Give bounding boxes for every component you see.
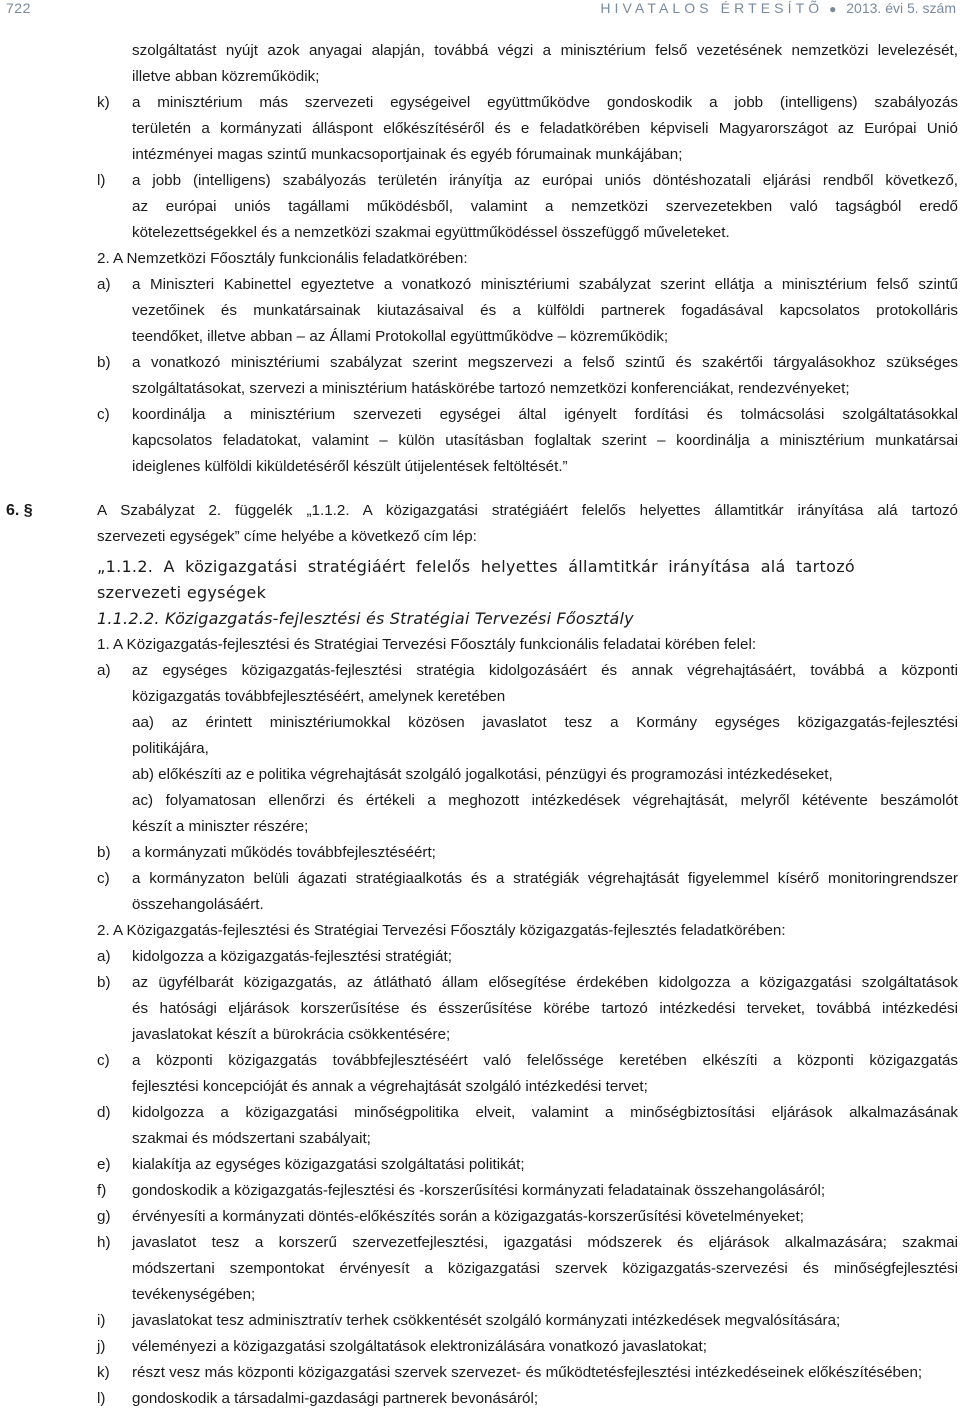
sub-item-line: aa) az érintett minisztériumokkal közösen javaslatot tesz a Kormány egységes közigazgatás-fejlesztési xyxy=(132,714,958,731)
list-item-line: kidolgozza a közigazgatás-fejlesztési stratégiát; xyxy=(132,948,452,965)
item-label: g) xyxy=(97,1208,111,1225)
item-label: f) xyxy=(97,1182,107,1199)
list-item-line: kialakítja az egységes közigazgatási szolgáltatási politikát; xyxy=(132,1156,525,1173)
point-heading: 1. A Közigazgatás-fejlesztési és Stratégiai Tervezési Főosztály funkcionális feladatai körében felel: xyxy=(97,636,757,653)
item-label: l) xyxy=(97,1390,106,1407)
point-heading: 2. A Közigazgatás-fejlesztési és Stratégiai Tervezési Főosztály közigazgatás-fejlesztés feladatkörében: xyxy=(97,922,786,939)
item-label: b) xyxy=(97,974,111,991)
item-label: a) xyxy=(97,948,111,965)
point-heading: 2. A Nemzetközi Főosztály funkcionális feladatkörében: xyxy=(97,250,468,267)
list-item-line: kidolgozza a közigazgatási minőségpolitika elveit, valamint a minőségbiztosítási eljárások alkalmazásának xyxy=(132,1104,958,1121)
list-item-line: javaslatokat készít a bürokrácia csökkentésére; xyxy=(132,1026,451,1043)
list-item-line: véleményezi a közigazgatási szolgáltatások elektronizálására vonatkozó javaslatokat; xyxy=(132,1338,707,1355)
chapter-heading: „1.1.2. A közigazgatási stratégiáért felelős helyettes államtitkár irányítása alá tartozó xyxy=(97,557,855,576)
item-label: a) xyxy=(97,276,111,293)
list-item-line: az európai uniós tagállami működésből, valamint a nemzetközi szervezetekben való tagságból eredő xyxy=(132,198,958,215)
item-label: b) xyxy=(97,354,111,371)
list-item-line: és hatósági eljárások korszerűsítése és ésszerűsítése körébe tartozó intézkedési terveket, továbbá intézkedési xyxy=(132,1000,958,1017)
list-item-line: közigazgatás továbbfejlesztéséért, amelynek keretében xyxy=(132,688,506,705)
list-item-line: területén a kormányzati álláspont előkészítéséről és e feladatkörében képviseli Magyarországot az Európai Unió xyxy=(132,120,958,137)
item-label: c) xyxy=(97,870,110,887)
list-item-line: javaslatokat tesz adminisztratív terhek csökkentését szolgáló kormányzati intézkedések megvalósítására; xyxy=(132,1312,841,1329)
list-item-line: a vonatkozó minisztériumi szabályzat szerint megszervezi a felső szintű és szakértői tárgyalásokhoz szükséges xyxy=(132,354,958,371)
paragraph-line: szolgáltatást nyújt azok anyagai alapján, továbbá végzi a minisztérium felső vezetésének nemzetközi levelezését, xyxy=(132,42,958,59)
item-label: l) xyxy=(97,172,106,189)
sub-item-line: készít a miniszter részére; xyxy=(132,818,309,835)
list-item-line: gondoskodik a társadalmi-gazdasági partnerek bevonásáról; xyxy=(132,1390,539,1407)
page-number: 722 xyxy=(6,0,31,16)
list-item-line: intézményei magas szintű munkacsoportjainak és egyéb fórumainak munkájában; xyxy=(132,146,683,163)
list-item-line: szolgáltatásokat, szervezi a minisztérium hatáskörébe tartozó nemzetközi konferenciákat, rendezvényeket; xyxy=(132,380,850,397)
list-item-line: módszertani szempontokat érvényesít a közigazgatási szervek közigazgatás-szervezési és minőségfejlesztési xyxy=(132,1260,958,1277)
list-item-line: teendőket, illetve abban – az Állami Protokollal együttműködve – közreműködik; xyxy=(132,328,669,345)
item-label: k) xyxy=(97,94,110,111)
item-label: c) xyxy=(97,1052,110,1069)
list-item-line: a kormányzati működés továbbfejlesztéséért; xyxy=(132,844,436,861)
sub-item-line: ab) előkészíti az e politika végrehajtását szolgáló jogalkotási, pénzügyi és programozási intézkedéseket, xyxy=(132,766,833,783)
list-item-line: összehangolásáért. xyxy=(132,896,264,913)
item-label: i) xyxy=(97,1312,106,1329)
list-item-line: gondoskodik a közigazgatás-fejlesztési és -korszerűsítési kormányzati feladatainak összehangolásáról; xyxy=(132,1182,826,1199)
list-item-line: tevékenységében; xyxy=(132,1286,256,1303)
item-label: d) xyxy=(97,1104,111,1121)
list-item-line: vezetőinek és munkatársainak kiutazásaival és a külföldi partnerek fogadásával kapcsolatos protokolláris xyxy=(132,302,958,319)
list-item-line: a jobb (intelligens) szabályozás területén irányítja az európai uniós döntéshozatali eljárási rendből következő, xyxy=(132,172,958,189)
list-item-line: az egységes közigazgatás-fejlesztési stratégia kidolgozásáért és annak végrehajtásáért, továbbá a központi xyxy=(132,662,958,679)
list-item-line: az ügyfélbarát közigazgatás, az átlátható állam elősegítése érdekében kidolgozza a közigazgatási szolgáltatások xyxy=(132,974,958,991)
list-item-line: a Miniszteri Kabinettel egyeztetve a vonatkozó minisztériumi szabályzat szerint ellátja a minisztérium felső szintű xyxy=(132,276,958,293)
list-item-line: részt vesz más központi közigazgatási szervek szervezet- és működtetésfejlesztési intézkedéseinek előkészítésében; xyxy=(132,1364,923,1381)
sub-item-line: ac) folyamatosan ellenőrzi és értékeli a meghozott intézkedések végrehajtását, melyről kétévente beszámolót xyxy=(132,792,958,809)
item-label: a) xyxy=(97,662,111,679)
section-number: 6. § xyxy=(6,502,33,519)
separator-dot: ● xyxy=(829,2,837,16)
list-item-line: koordinálja a minisztérium szervezeti egységei által igényelt fordítási és tolmácsolási szolgáltatásokkal xyxy=(132,406,958,423)
chapter-heading: szervezeti egységek xyxy=(97,583,267,602)
page-header xyxy=(0,0,960,32)
list-item-line: kötelezettségekkel és a nemzetközi szakmai együttműködéssel összefüggő műveleteket. xyxy=(132,224,730,241)
amendment-line: szervezeti egységek” címe helyébe a következő cím lép: xyxy=(97,528,477,545)
issue-label: 2013. évi 5. szám xyxy=(846,0,956,16)
item-label: j) xyxy=(97,1338,106,1355)
paragraph-line: illetve abban közreműködik; xyxy=(132,68,320,85)
list-item-line: a kormányzaton belüli ágazati stratégiaalkotás és a stratégiák végrehajtását figyelemmel kísérő monitoringrendszer xyxy=(132,870,958,887)
item-label: e) xyxy=(97,1156,111,1173)
item-label: c) xyxy=(97,406,110,423)
list-item-line: fejlesztési koncepcióját és annak a végrehajtását szolgáló intézkedési tervet; xyxy=(132,1078,648,1095)
list-item-line: érvényesíti a kormányzati döntés-előkészítés során a közigazgatás-korszerűsítési követelményeket; xyxy=(132,1208,804,1225)
list-item-line: a központi közigazgatás továbbfejlesztéséért való felelőssége keretében elkészíti a központi közigazgatás xyxy=(132,1052,958,1069)
list-item-line: a minisztérium más szervezeti egységeivel együttműködve gondoskodik a jobb (intelligens) szabályozás xyxy=(132,94,958,111)
department-heading: 1.1.2.2. Közigazgatás-fejlesztési és Stratégiai Tervezési Főosztály xyxy=(97,609,634,628)
list-item-line: kapcsolatos feladatokat, valamint – külön utasításban foglaltak szerint – koordinálja a minisztérium munkatársai xyxy=(132,432,958,449)
list-item-line: szakmai és módszertani szabályait; xyxy=(132,1130,371,1147)
list-item-line: ideiglenes külföldi kiküldetéséről készült útijelentések feltöltését.” xyxy=(132,458,568,475)
item-label: h) xyxy=(97,1234,111,1251)
item-label: b) xyxy=(97,844,111,861)
journal-title: HIVATALOS ÉRTESÍTÕ xyxy=(600,0,824,16)
list-item-line: javaslatot tesz a korszerű szervezetfejlesztési, igazgatási módszerek és eljárások alkalmazására; szakmai xyxy=(132,1234,958,1251)
amendment-line: A Szabályzat 2. függelék „1.1.2. A közigazgatási stratégiáért felelős helyettes államtitkár irányítása alá tartozó xyxy=(97,502,958,519)
item-label: k) xyxy=(97,1364,110,1381)
sub-item-line: politikájára, xyxy=(132,740,209,757)
running-title xyxy=(600,0,956,16)
